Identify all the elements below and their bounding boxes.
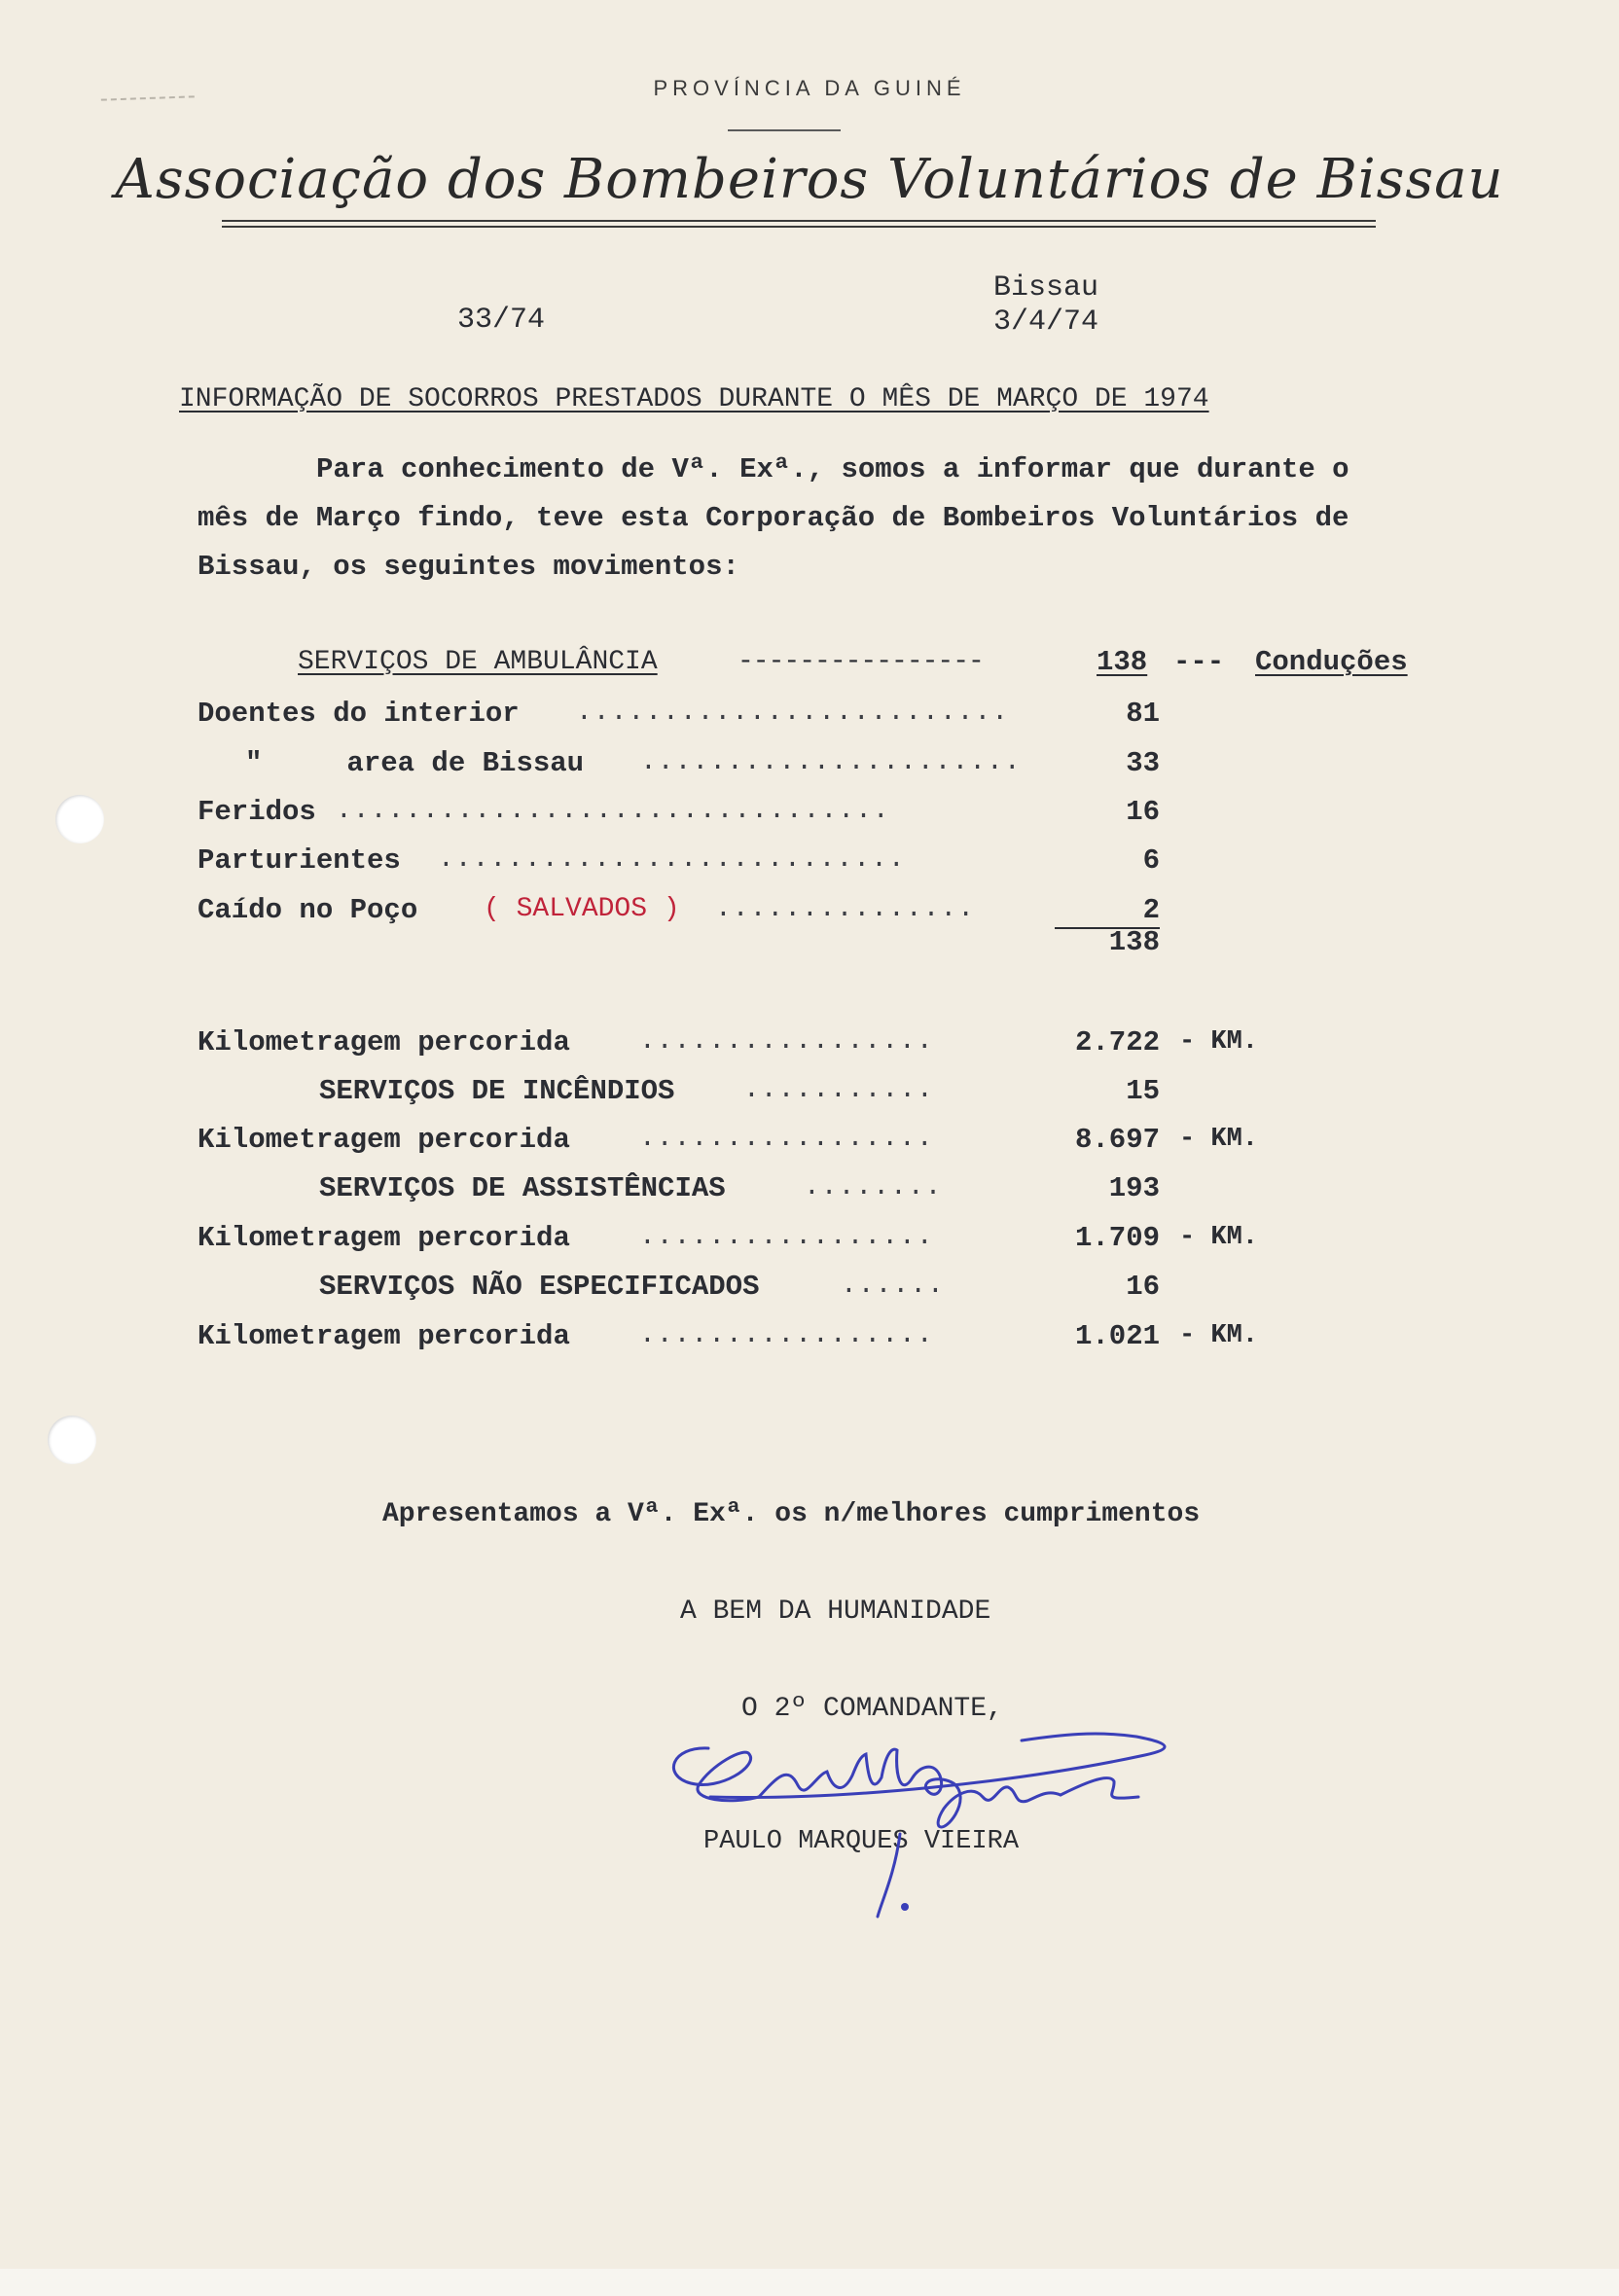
service-value: 16	[1126, 1271, 1160, 1303]
service-leader: ......	[841, 1271, 945, 1301]
compliments: Apresentamos a Vª. Exª. os n/melhores cumprimentos	[382, 1499, 1201, 1529]
service-leader: ...........	[743, 1075, 934, 1105]
service-value: 15	[1126, 1075, 1160, 1107]
row-label: Doentes do interior	[198, 698, 520, 730]
row-value: 2	[1142, 894, 1160, 926]
service-unit: - KM.	[1179, 1027, 1259, 1057]
service-value: 1.709	[1074, 1222, 1160, 1254]
row-value: 33	[1126, 747, 1160, 779]
row-label: Parturientes	[198, 844, 401, 877]
service-leader: .................	[639, 1320, 934, 1350]
divider	[222, 220, 1376, 222]
row-label: Feridos	[198, 796, 316, 828]
subject-line: INFORMAÇÃO DE SOCORROS PRESTADOS DURANTE O MÊS DE MARÇO DE 1974	[179, 384, 1209, 414]
association-name: Associação dos Bombeiros Voluntários de Bissau	[115, 148, 1504, 211]
divider	[222, 226, 1376, 228]
heading-dashes: ----------------	[738, 647, 984, 677]
reference-number: 33/74	[457, 304, 546, 337]
page-bottom-band	[0, 2269, 1619, 2296]
service-label: Kilometragem percorida	[198, 1026, 570, 1058]
row-leader: ...............	[715, 894, 976, 924]
signatory-name: PAULO MARQUES VIEIRA	[703, 1827, 1020, 1856]
intro-line: mês de Março findo, teve esta Corporação de Bombeiros Voluntários de	[198, 502, 1349, 534]
service-label: SERVIÇOS DE INCÊNDIOS	[319, 1075, 675, 1107]
row-leader: .........................	[576, 698, 1010, 728]
service-leader: .................	[639, 1124, 934, 1154]
dash-separator: ---	[1173, 646, 1225, 678]
ambulance-total: 138	[1097, 646, 1148, 678]
punch-hole	[48, 1416, 96, 1464]
row-value: 81	[1126, 698, 1160, 730]
service-label: Kilometragem percorida	[198, 1222, 570, 1254]
row-leader: ...........................	[438, 844, 906, 875]
service-leader: ........	[804, 1172, 943, 1202]
service-label: Kilometragem percorida	[198, 1124, 570, 1156]
row-value: 6	[1142, 844, 1160, 877]
service-value: 2.722	[1074, 1026, 1160, 1058]
row-value: 16	[1126, 796, 1160, 828]
service-value: 193	[1108, 1172, 1160, 1204]
intro-line: Bissau, os seguintes movimentos:	[198, 551, 739, 583]
unit-label: Conduções	[1255, 646, 1408, 678]
service-unit: - KM.	[1179, 1223, 1259, 1252]
motto: A BEM DA HUMANIDADE	[680, 1596, 991, 1627]
row-note: ( SALVADOS )	[484, 894, 680, 924]
service-label: SERVIÇOS NÃO ESPECIFICADOS	[319, 1271, 760, 1303]
divider	[728, 129, 841, 131]
service-label: Kilometragem percorida	[198, 1320, 570, 1352]
row-label: " area de Bissau	[245, 747, 585, 779]
row-leader: ......................	[640, 747, 1022, 777]
place: Bissau	[993, 271, 1099, 305]
service-value: 1.021	[1074, 1320, 1160, 1352]
service-leader: .................	[639, 1222, 934, 1252]
punch-hole	[55, 795, 104, 843]
service-label: SERVIÇOS DE ASSISTÊNCIAS	[319, 1172, 726, 1204]
service-value: 8.697	[1074, 1124, 1160, 1156]
intro-line: Para conhecimento de Vª. Exª., somos a informar que durante o	[316, 453, 1349, 485]
ambulance-heading: SERVIÇOS DE AMBULÂNCIA	[298, 647, 658, 677]
province-heading: PROVÍNCIA DA GUINÉ	[653, 76, 966, 100]
service-unit: - KM.	[1179, 1321, 1259, 1350]
row-label: Caído no Poço	[198, 894, 418, 926]
service-unit: - KM.	[1179, 1125, 1259, 1154]
signature	[652, 1707, 1236, 1960]
row-leader: ................................	[336, 796, 890, 826]
signatory-role: O 2º COMANDANTE,	[741, 1694, 1003, 1724]
service-leader: .................	[639, 1026, 934, 1057]
ambulance-sum: 138	[1108, 926, 1160, 958]
date: 3/4/74	[993, 305, 1099, 339]
